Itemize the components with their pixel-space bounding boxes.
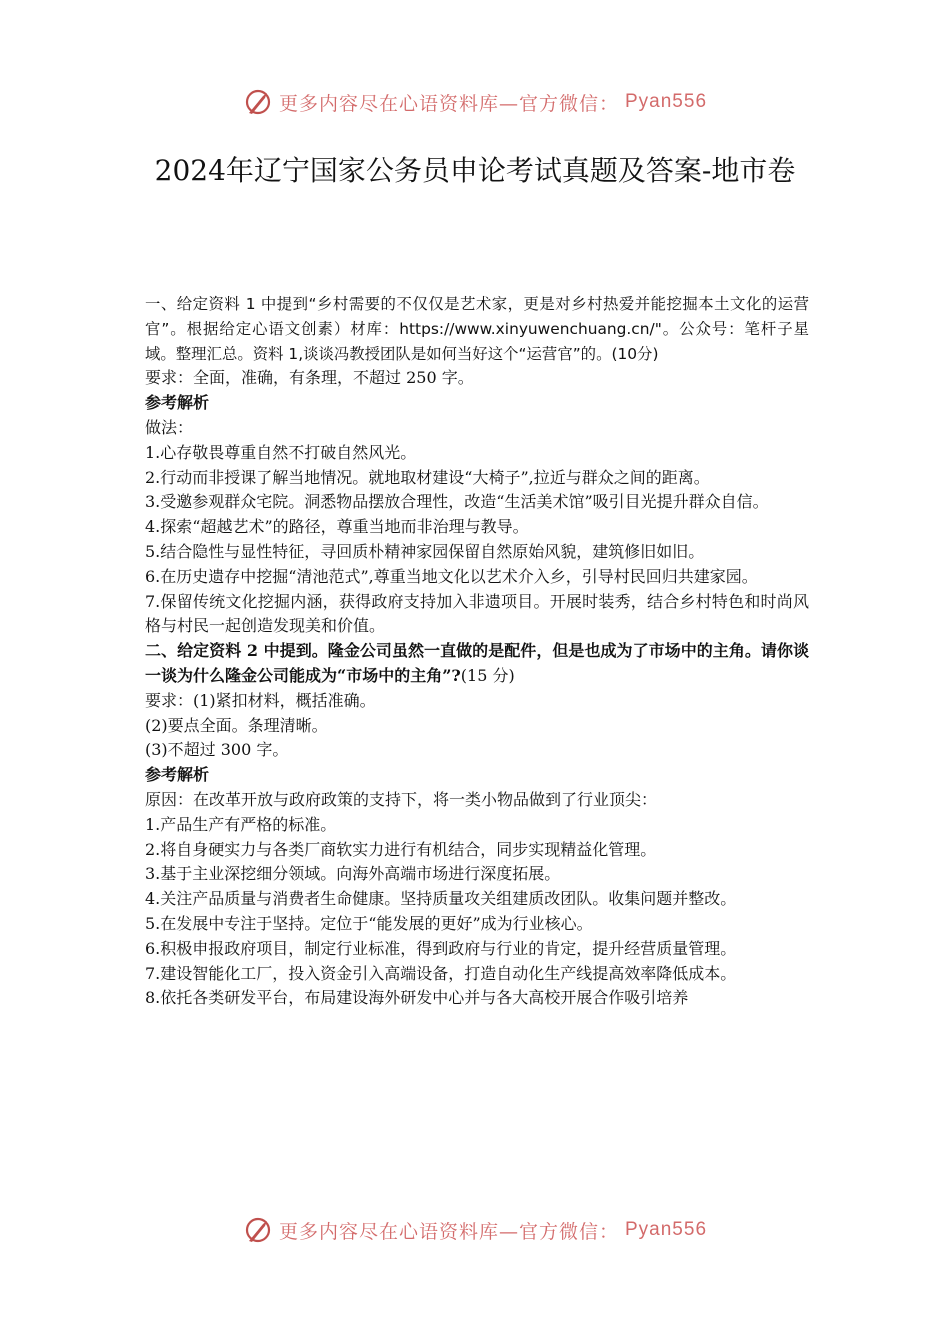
question-2-point: 5.在发展中专注于坚持。定位于“能发展的更好”成为行业核心。 [145, 913, 593, 933]
question-1-point: 7.保留传统文化挖掘内涵，获得政府支持加入非遗项目。开展时装秀，结合乡村特色和时尚风格与村民一起创造发现美和价值。 [145, 591, 809, 636]
question-1-analysis-heading: 参考解析 [145, 393, 210, 413]
question-2-point: 1.产品生产有严格的标准。 [145, 814, 337, 834]
banner-wechat-id: Pyan556 [625, 1219, 708, 1240]
banner-wechat-id: Pyan556 [625, 91, 708, 112]
question-2-requirement: (3)不超过 300 字。 [145, 740, 289, 760]
document-body [145, 292, 809, 1011]
question-2-point: 3.基于主业深挖细分领域。向海外高端市场进行深度拓展。 [145, 864, 561, 884]
question-2-point: 7.建设智能化工厂，投入资金引入高端设备，打造自动化生产线提高效率降低成本。 [145, 963, 737, 983]
question-2-text [145, 639, 809, 689]
question-2-point: 8.依托各类研发平台，布局建设海外研发中心并与各大高校开展合作吸引培养 [145, 988, 689, 1008]
question-2-question: 二、给定资料 2 中提到。隆金公司虽然一直做的是配件，但是也成为了市场中的主角。请你谈一谈为什么隆金公司能成为“市场中的主角”? [145, 641, 809, 685]
question-2-analysis-heading: 参考解析 [145, 765, 210, 785]
footer-banner [0, 1210, 950, 1250]
question-1-requirement: 要求：全面，准确，有条理，不超过 250 字。 [145, 368, 474, 388]
banner-text: 更多内容尽在心语资料库—官方微信： [278, 92, 619, 115]
question-2-point: 2.将自身硬实力与各类厂商软实力进行有机结合，同步实现精益化管理。 [145, 839, 657, 859]
question-1-point: 6.在历史遗存中挖掘“清池范式”,尊重当地文化以艺术介入乡，引导村民回归共建家园。 [145, 566, 758, 586]
document-title: 2024年辽宁国家公务员申论考试真题及答案-地市卷 [154, 154, 796, 187]
pen-nib-logo-icon [243, 87, 273, 117]
question-2-point: 4.关注产品质量与消费者生命健康。坚持质量攻关组建质改团队。收集问题并整改。 [145, 889, 737, 909]
question-1-point: 5.结合隐性与显性特征，寻回质朴精神家园保留自然原始风貌，建筑修旧如旧。 [145, 541, 705, 561]
question-1-method-label: 做法： [145, 417, 194, 437]
question-2-requirement: 要求：(1)紧扣材料，概括准确。 [145, 690, 376, 710]
question-1-point: 2.行动而非授课了解当地情况。就地取材建设“大椅子”,拉近与群众之间的距离。 [145, 467, 710, 487]
question-1-point: 3.受邀参观群众宅院。洞悉物品摆放合理性，改造“生活美术馆”吸引目光提升群众自信。 [145, 492, 769, 512]
question-2-score: (15 分) [460, 665, 515, 685]
banner-text: 更多内容尽在心语资料库—官方微信： [278, 1220, 619, 1243]
pen-nib-logo-icon [243, 1215, 273, 1245]
question-1-text: 一、给定资料 1 中提到“乡村需要的不仅仅是艺术家，更是对乡村热爱并能挖掘本土文化的运营官”。根据给定心语文创素）材库：https://www.xinyuwenchuang.cn/"。公众号：笔杆子星域。整理汇总。资料 1,谈谈冯教授团队是如何当好这个“运营官”的。(10分) [145, 295, 809, 363]
question-2-reason-intro: 原因：在改革开放与政府政策的支持下，将一类小物品做到了行业顶尖： [145, 789, 658, 809]
question-2-requirement: (2)要点全面。条理清晰。 [145, 715, 328, 735]
question-1-point: 1.心存敬畏尊重自然不打破自然风光。 [145, 442, 417, 462]
header-banner [0, 82, 950, 122]
question-2-point: 6.积极申报政府项目，制定行业标准，得到政府与行业的肯定，提升经营质量管理。 [145, 938, 737, 958]
question-1-point: 4.探索“超越艺术”的路径，尊重当地而非治理与教导。 [145, 517, 529, 537]
